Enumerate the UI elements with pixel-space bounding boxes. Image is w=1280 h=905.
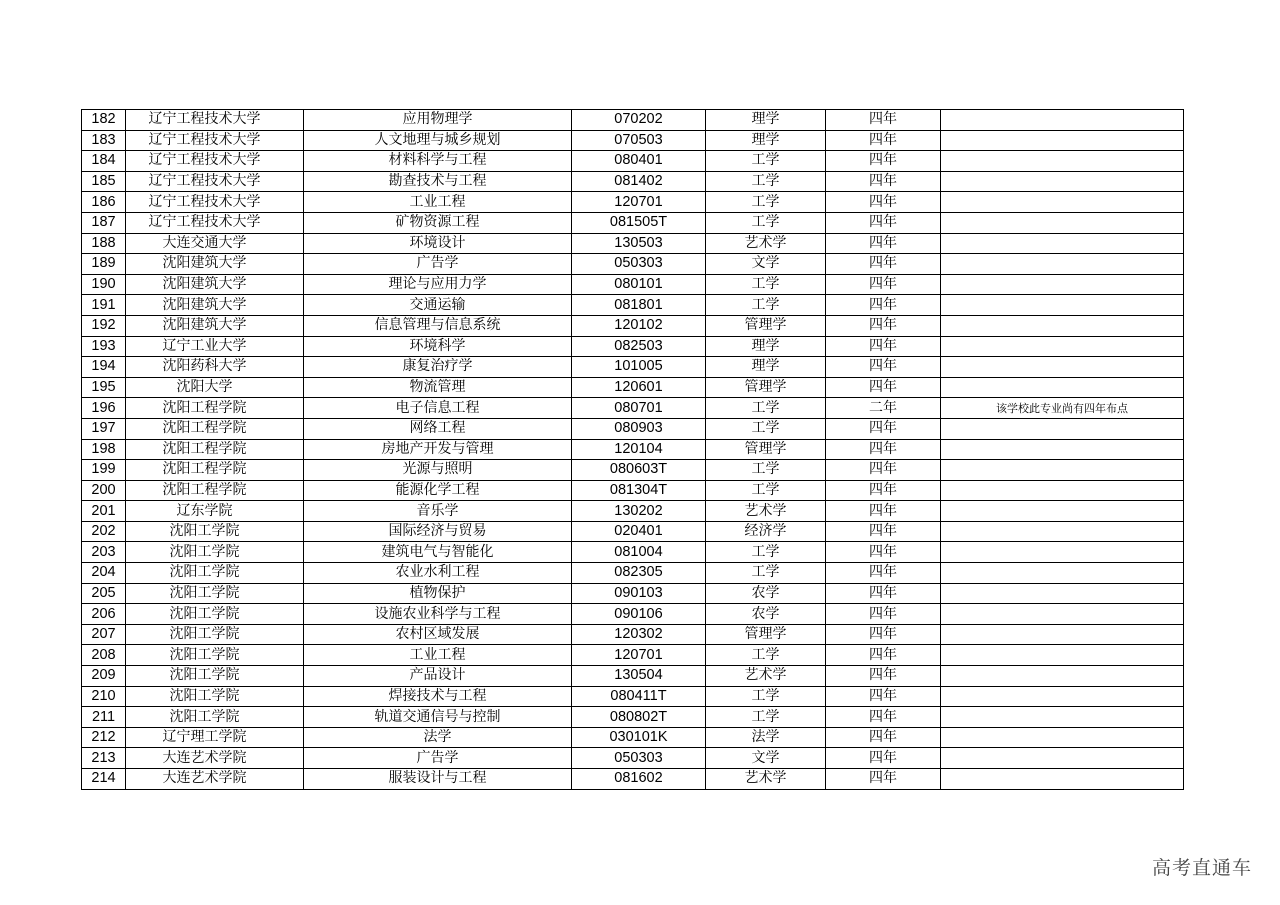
note-cell: [941, 171, 1184, 192]
category-cell: 工学: [706, 151, 826, 172]
major-code-cell: 130503: [572, 233, 706, 254]
category-cell: 文学: [706, 254, 826, 275]
major-code-cell: 081304T: [572, 480, 706, 501]
major-cell: 环境科学: [304, 336, 572, 357]
major-code-cell: 080701: [572, 398, 706, 419]
category-cell: 文学: [706, 748, 826, 769]
table-row: [82, 130, 1184, 151]
major-cell: 材料科学与工程: [304, 151, 572, 172]
major-cell: 房地产开发与管理: [304, 439, 572, 460]
row-number-cell: 209: [82, 666, 126, 687]
row-number-cell: 197: [82, 418, 126, 439]
duration-cell: 四年: [826, 769, 941, 790]
major-code-cell: 081602: [572, 769, 706, 790]
category-cell: 工学: [706, 686, 826, 707]
watermark-text: 高考直通车: [1151, 857, 1252, 879]
major-cell: 信息管理与信息系统: [304, 315, 572, 336]
table-row: [82, 727, 1184, 748]
table-row: [82, 295, 1184, 316]
category-cell: 工学: [706, 192, 826, 213]
note-cell: [941, 315, 1184, 336]
category-cell: 理学: [706, 110, 826, 131]
duration-cell: 四年: [826, 748, 941, 769]
table-row: [82, 192, 1184, 213]
note-cell: [941, 707, 1184, 728]
major-code-cell: 130202: [572, 501, 706, 522]
table-row: [82, 769, 1184, 790]
note-cell: [941, 686, 1184, 707]
major-code-cell: 081505T: [572, 212, 706, 233]
major-cell: 设施农业科学与工程: [304, 604, 572, 625]
major-code-cell: 050303: [572, 748, 706, 769]
note-cell: [941, 130, 1184, 151]
school-cell: 沈阳工学院: [126, 645, 304, 666]
duration-cell: 四年: [826, 212, 941, 233]
major-code-cell: 080802T: [572, 707, 706, 728]
duration-cell: 四年: [826, 563, 941, 584]
school-cell: 沈阳建筑大学: [126, 315, 304, 336]
school-cell: 沈阳工程学院: [126, 480, 304, 501]
major-code-cell: 120104: [572, 439, 706, 460]
duration-cell: 四年: [826, 192, 941, 213]
category-cell: 法学: [706, 727, 826, 748]
duration-cell: 四年: [826, 274, 941, 295]
category-cell: 工学: [706, 707, 826, 728]
category-cell: 管理学: [706, 377, 826, 398]
category-cell: 工学: [706, 480, 826, 501]
note-cell: [941, 604, 1184, 625]
school-cell: 辽宁工程技术大学: [126, 130, 304, 151]
school-cell: 辽宁理工学院: [126, 727, 304, 748]
major-code-cell: 120701: [572, 645, 706, 666]
note-cell: [941, 439, 1184, 460]
school-cell: 辽宁工业大学: [126, 336, 304, 357]
duration-cell: 四年: [826, 295, 941, 316]
major-cell: 网络工程: [304, 418, 572, 439]
major-code-cell: 082503: [572, 336, 706, 357]
note-cell: [941, 583, 1184, 604]
table-row: [82, 542, 1184, 563]
major-cell: 交通运输: [304, 295, 572, 316]
major-cell: 环境设计: [304, 233, 572, 254]
note-cell: [941, 666, 1184, 687]
row-number-cell: 189: [82, 254, 126, 275]
duration-cell: 四年: [826, 254, 941, 275]
table-row: [82, 686, 1184, 707]
major-code-cell: 080603T: [572, 460, 706, 481]
majors-table-container: [81, 109, 1184, 790]
row-number-cell: 195: [82, 377, 126, 398]
note-cell: [941, 233, 1184, 254]
major-code-cell: 070503: [572, 130, 706, 151]
school-cell: 沈阳建筑大学: [126, 254, 304, 275]
row-number-cell: 199: [82, 460, 126, 481]
row-number-cell: 214: [82, 769, 126, 790]
school-cell: 沈阳工学院: [126, 624, 304, 645]
row-number-cell: 208: [82, 645, 126, 666]
duration-cell: 四年: [826, 460, 941, 481]
major-cell: 物流管理: [304, 377, 572, 398]
row-number-cell: 185: [82, 171, 126, 192]
note-cell: [941, 212, 1184, 233]
row-number-cell: 207: [82, 624, 126, 645]
major-cell: 农业水利工程: [304, 563, 572, 584]
major-cell: 农村区域发展: [304, 624, 572, 645]
category-cell: 艺术学: [706, 501, 826, 522]
major-code-cell: 130504: [572, 666, 706, 687]
major-code-cell: 080903: [572, 418, 706, 439]
row-number-cell: 187: [82, 212, 126, 233]
note-cell: [941, 460, 1184, 481]
duration-cell: 四年: [826, 501, 941, 522]
row-number-cell: 200: [82, 480, 126, 501]
category-cell: 工学: [706, 171, 826, 192]
table-row: [82, 666, 1184, 687]
major-cell: 广告学: [304, 748, 572, 769]
major-cell: 植物保护: [304, 583, 572, 604]
school-cell: 沈阳工程学院: [126, 460, 304, 481]
school-cell: 沈阳工学院: [126, 542, 304, 563]
school-cell: 沈阳工学院: [126, 666, 304, 687]
school-cell: 辽东学院: [126, 501, 304, 522]
category-cell: 艺术学: [706, 666, 826, 687]
school-cell: 沈阳工程学院: [126, 418, 304, 439]
note-cell: [941, 110, 1184, 131]
row-number-cell: 184: [82, 151, 126, 172]
duration-cell: 四年: [826, 666, 941, 687]
duration-cell: 四年: [826, 686, 941, 707]
category-cell: 农学: [706, 583, 826, 604]
table-row: [82, 439, 1184, 460]
duration-cell: 四年: [826, 624, 941, 645]
table-row: [82, 212, 1184, 233]
note-cell: [941, 151, 1184, 172]
category-cell: 工学: [706, 295, 826, 316]
row-number-cell: 204: [82, 563, 126, 584]
major-code-cell: 081004: [572, 542, 706, 563]
duration-cell: 四年: [826, 110, 941, 131]
category-cell: 工学: [706, 542, 826, 563]
table-row: [82, 645, 1184, 666]
table-row: [82, 315, 1184, 336]
major-cell: 理论与应用力学: [304, 274, 572, 295]
note-cell: [941, 418, 1184, 439]
category-cell: 农学: [706, 604, 826, 625]
school-cell: 辽宁工程技术大学: [126, 212, 304, 233]
table-row: [82, 171, 1184, 192]
major-code-cell: 080401: [572, 151, 706, 172]
major-cell: 焊接技术与工程: [304, 686, 572, 707]
school-cell: 沈阳工程学院: [126, 439, 304, 460]
major-code-cell: 120302: [572, 624, 706, 645]
school-cell: 大连交通大学: [126, 233, 304, 254]
category-cell: 管理学: [706, 439, 826, 460]
row-number-cell: 198: [82, 439, 126, 460]
row-number-cell: 202: [82, 521, 126, 542]
note-cell: 该学校此专业尚有四年布点: [941, 398, 1184, 419]
school-cell: 沈阳大学: [126, 377, 304, 398]
school-cell: 沈阳工学院: [126, 521, 304, 542]
table-row: [82, 377, 1184, 398]
major-code-cell: 101005: [572, 357, 706, 378]
duration-cell: 四年: [826, 418, 941, 439]
major-cell: 勘查技术与工程: [304, 171, 572, 192]
major-cell: 服装设计与工程: [304, 769, 572, 790]
note-cell: [941, 480, 1184, 501]
row-number-cell: 203: [82, 542, 126, 563]
major-code-cell: 050303: [572, 254, 706, 275]
school-cell: 沈阳建筑大学: [126, 295, 304, 316]
major-cell: 康复治疗学: [304, 357, 572, 378]
row-number-cell: 183: [82, 130, 126, 151]
row-number-cell: 191: [82, 295, 126, 316]
row-number-cell: 192: [82, 315, 126, 336]
table-row: [82, 151, 1184, 172]
major-cell: 国际经济与贸易: [304, 521, 572, 542]
note-cell: [941, 295, 1184, 316]
major-code-cell: 090106: [572, 604, 706, 625]
school-cell: 沈阳工学院: [126, 583, 304, 604]
major-cell: 工业工程: [304, 645, 572, 666]
duration-cell: 四年: [826, 604, 941, 625]
note-cell: [941, 501, 1184, 522]
major-cell: 音乐学: [304, 501, 572, 522]
major-code-cell: 081801: [572, 295, 706, 316]
row-number-cell: 194: [82, 357, 126, 378]
table-body: [82, 110, 1184, 790]
table-row: [82, 336, 1184, 357]
major-code-cell: 070202: [572, 110, 706, 131]
duration-cell: 四年: [826, 542, 941, 563]
note-cell: [941, 274, 1184, 295]
row-number-cell: 201: [82, 501, 126, 522]
category-cell: 管理学: [706, 315, 826, 336]
row-number-cell: 205: [82, 583, 126, 604]
major-code-cell: 080101: [572, 274, 706, 295]
note-cell: [941, 563, 1184, 584]
category-cell: 理学: [706, 130, 826, 151]
note-cell: [941, 357, 1184, 378]
major-cell: 广告学: [304, 254, 572, 275]
note-cell: [941, 645, 1184, 666]
row-number-cell: 188: [82, 233, 126, 254]
major-cell: 应用物理学: [304, 110, 572, 131]
major-code-cell: 080411T: [572, 686, 706, 707]
note-cell: [941, 624, 1184, 645]
table-row: [82, 501, 1184, 522]
duration-cell: 四年: [826, 521, 941, 542]
table-row: [82, 707, 1184, 728]
school-cell: 沈阳工学院: [126, 563, 304, 584]
school-cell: 沈阳工学院: [126, 604, 304, 625]
row-number-cell: 193: [82, 336, 126, 357]
major-code-cell: 020401: [572, 521, 706, 542]
major-cell: 电子信息工程: [304, 398, 572, 419]
category-cell: 工学: [706, 398, 826, 419]
duration-cell: 四年: [826, 645, 941, 666]
major-code-cell: 081402: [572, 171, 706, 192]
category-cell: 理学: [706, 336, 826, 357]
table-row: [82, 233, 1184, 254]
duration-cell: 四年: [826, 727, 941, 748]
row-number-cell: 186: [82, 192, 126, 213]
duration-cell: 四年: [826, 583, 941, 604]
row-number-cell: 182: [82, 110, 126, 131]
row-number-cell: 210: [82, 686, 126, 707]
duration-cell: 四年: [826, 439, 941, 460]
school-cell: 大连艺术学院: [126, 769, 304, 790]
note-cell: [941, 769, 1184, 790]
category-cell: 经济学: [706, 521, 826, 542]
table-row: [82, 357, 1184, 378]
school-cell: 沈阳工程学院: [126, 398, 304, 419]
duration-cell: 四年: [826, 315, 941, 336]
duration-cell: 四年: [826, 377, 941, 398]
table-row: [82, 418, 1184, 439]
major-code-cell: 120701: [572, 192, 706, 213]
category-cell: 工学: [706, 645, 826, 666]
row-number-cell: 211: [82, 707, 126, 728]
school-cell: 大连艺术学院: [126, 748, 304, 769]
major-cell: 能源化学工程: [304, 480, 572, 501]
table-row: [82, 110, 1184, 131]
table-row: [82, 583, 1184, 604]
table-row: [82, 604, 1184, 625]
school-cell: 辽宁工程技术大学: [126, 151, 304, 172]
table-row: [82, 563, 1184, 584]
school-cell: 沈阳建筑大学: [126, 274, 304, 295]
school-cell: 辽宁工程技术大学: [126, 192, 304, 213]
duration-cell: 四年: [826, 336, 941, 357]
school-cell: 沈阳工学院: [126, 686, 304, 707]
major-cell: 建筑电气与智能化: [304, 542, 572, 563]
duration-cell: 四年: [826, 480, 941, 501]
table-row: [82, 624, 1184, 645]
note-cell: [941, 521, 1184, 542]
major-cell: 人文地理与城乡规划: [304, 130, 572, 151]
major-code-cell: 120102: [572, 315, 706, 336]
duration-cell: 四年: [826, 357, 941, 378]
table-row: [82, 274, 1184, 295]
category-cell: 艺术学: [706, 769, 826, 790]
major-cell: 光源与照明: [304, 460, 572, 481]
major-code-cell: 120601: [572, 377, 706, 398]
table-row: [82, 254, 1184, 275]
school-cell: 沈阳药科大学: [126, 357, 304, 378]
table-row: [82, 748, 1184, 769]
major-code-cell: 030101K: [572, 727, 706, 748]
category-cell: 工学: [706, 212, 826, 233]
note-cell: [941, 377, 1184, 398]
row-number-cell: 213: [82, 748, 126, 769]
row-number-cell: 212: [82, 727, 126, 748]
note-cell: [941, 192, 1184, 213]
row-number-cell: 206: [82, 604, 126, 625]
category-cell: 理学: [706, 357, 826, 378]
major-cell: 法学: [304, 727, 572, 748]
duration-cell: 四年: [826, 130, 941, 151]
category-cell: 工学: [706, 563, 826, 584]
category-cell: 工学: [706, 274, 826, 295]
major-cell: 工业工程: [304, 192, 572, 213]
category-cell: 工学: [706, 418, 826, 439]
note-cell: [941, 748, 1184, 769]
major-cell: 矿物资源工程: [304, 212, 572, 233]
category-cell: 工学: [706, 460, 826, 481]
duration-cell: 四年: [826, 171, 941, 192]
duration-cell: 二年: [826, 398, 941, 419]
row-number-cell: 196: [82, 398, 126, 419]
major-cell: 产品设计: [304, 666, 572, 687]
table-row: [82, 398, 1184, 419]
school-cell: 辽宁工程技术大学: [126, 110, 304, 131]
category-cell: 艺术学: [706, 233, 826, 254]
duration-cell: 四年: [826, 233, 941, 254]
school-cell: 辽宁工程技术大学: [126, 171, 304, 192]
duration-cell: 四年: [826, 707, 941, 728]
major-code-cell: 090103: [572, 583, 706, 604]
note-cell: [941, 542, 1184, 563]
note-cell: [941, 727, 1184, 748]
note-cell: [941, 336, 1184, 357]
row-number-cell: 190: [82, 274, 126, 295]
majors-table: [81, 109, 1184, 790]
note-cell: [941, 254, 1184, 275]
table-row: [82, 521, 1184, 542]
table-row: [82, 480, 1184, 501]
category-cell: 管理学: [706, 624, 826, 645]
school-cell: 沈阳工学院: [126, 707, 304, 728]
major-cell: 轨道交通信号与控制: [304, 707, 572, 728]
major-code-cell: 082305: [572, 563, 706, 584]
duration-cell: 四年: [826, 151, 941, 172]
table-row: [82, 460, 1184, 481]
